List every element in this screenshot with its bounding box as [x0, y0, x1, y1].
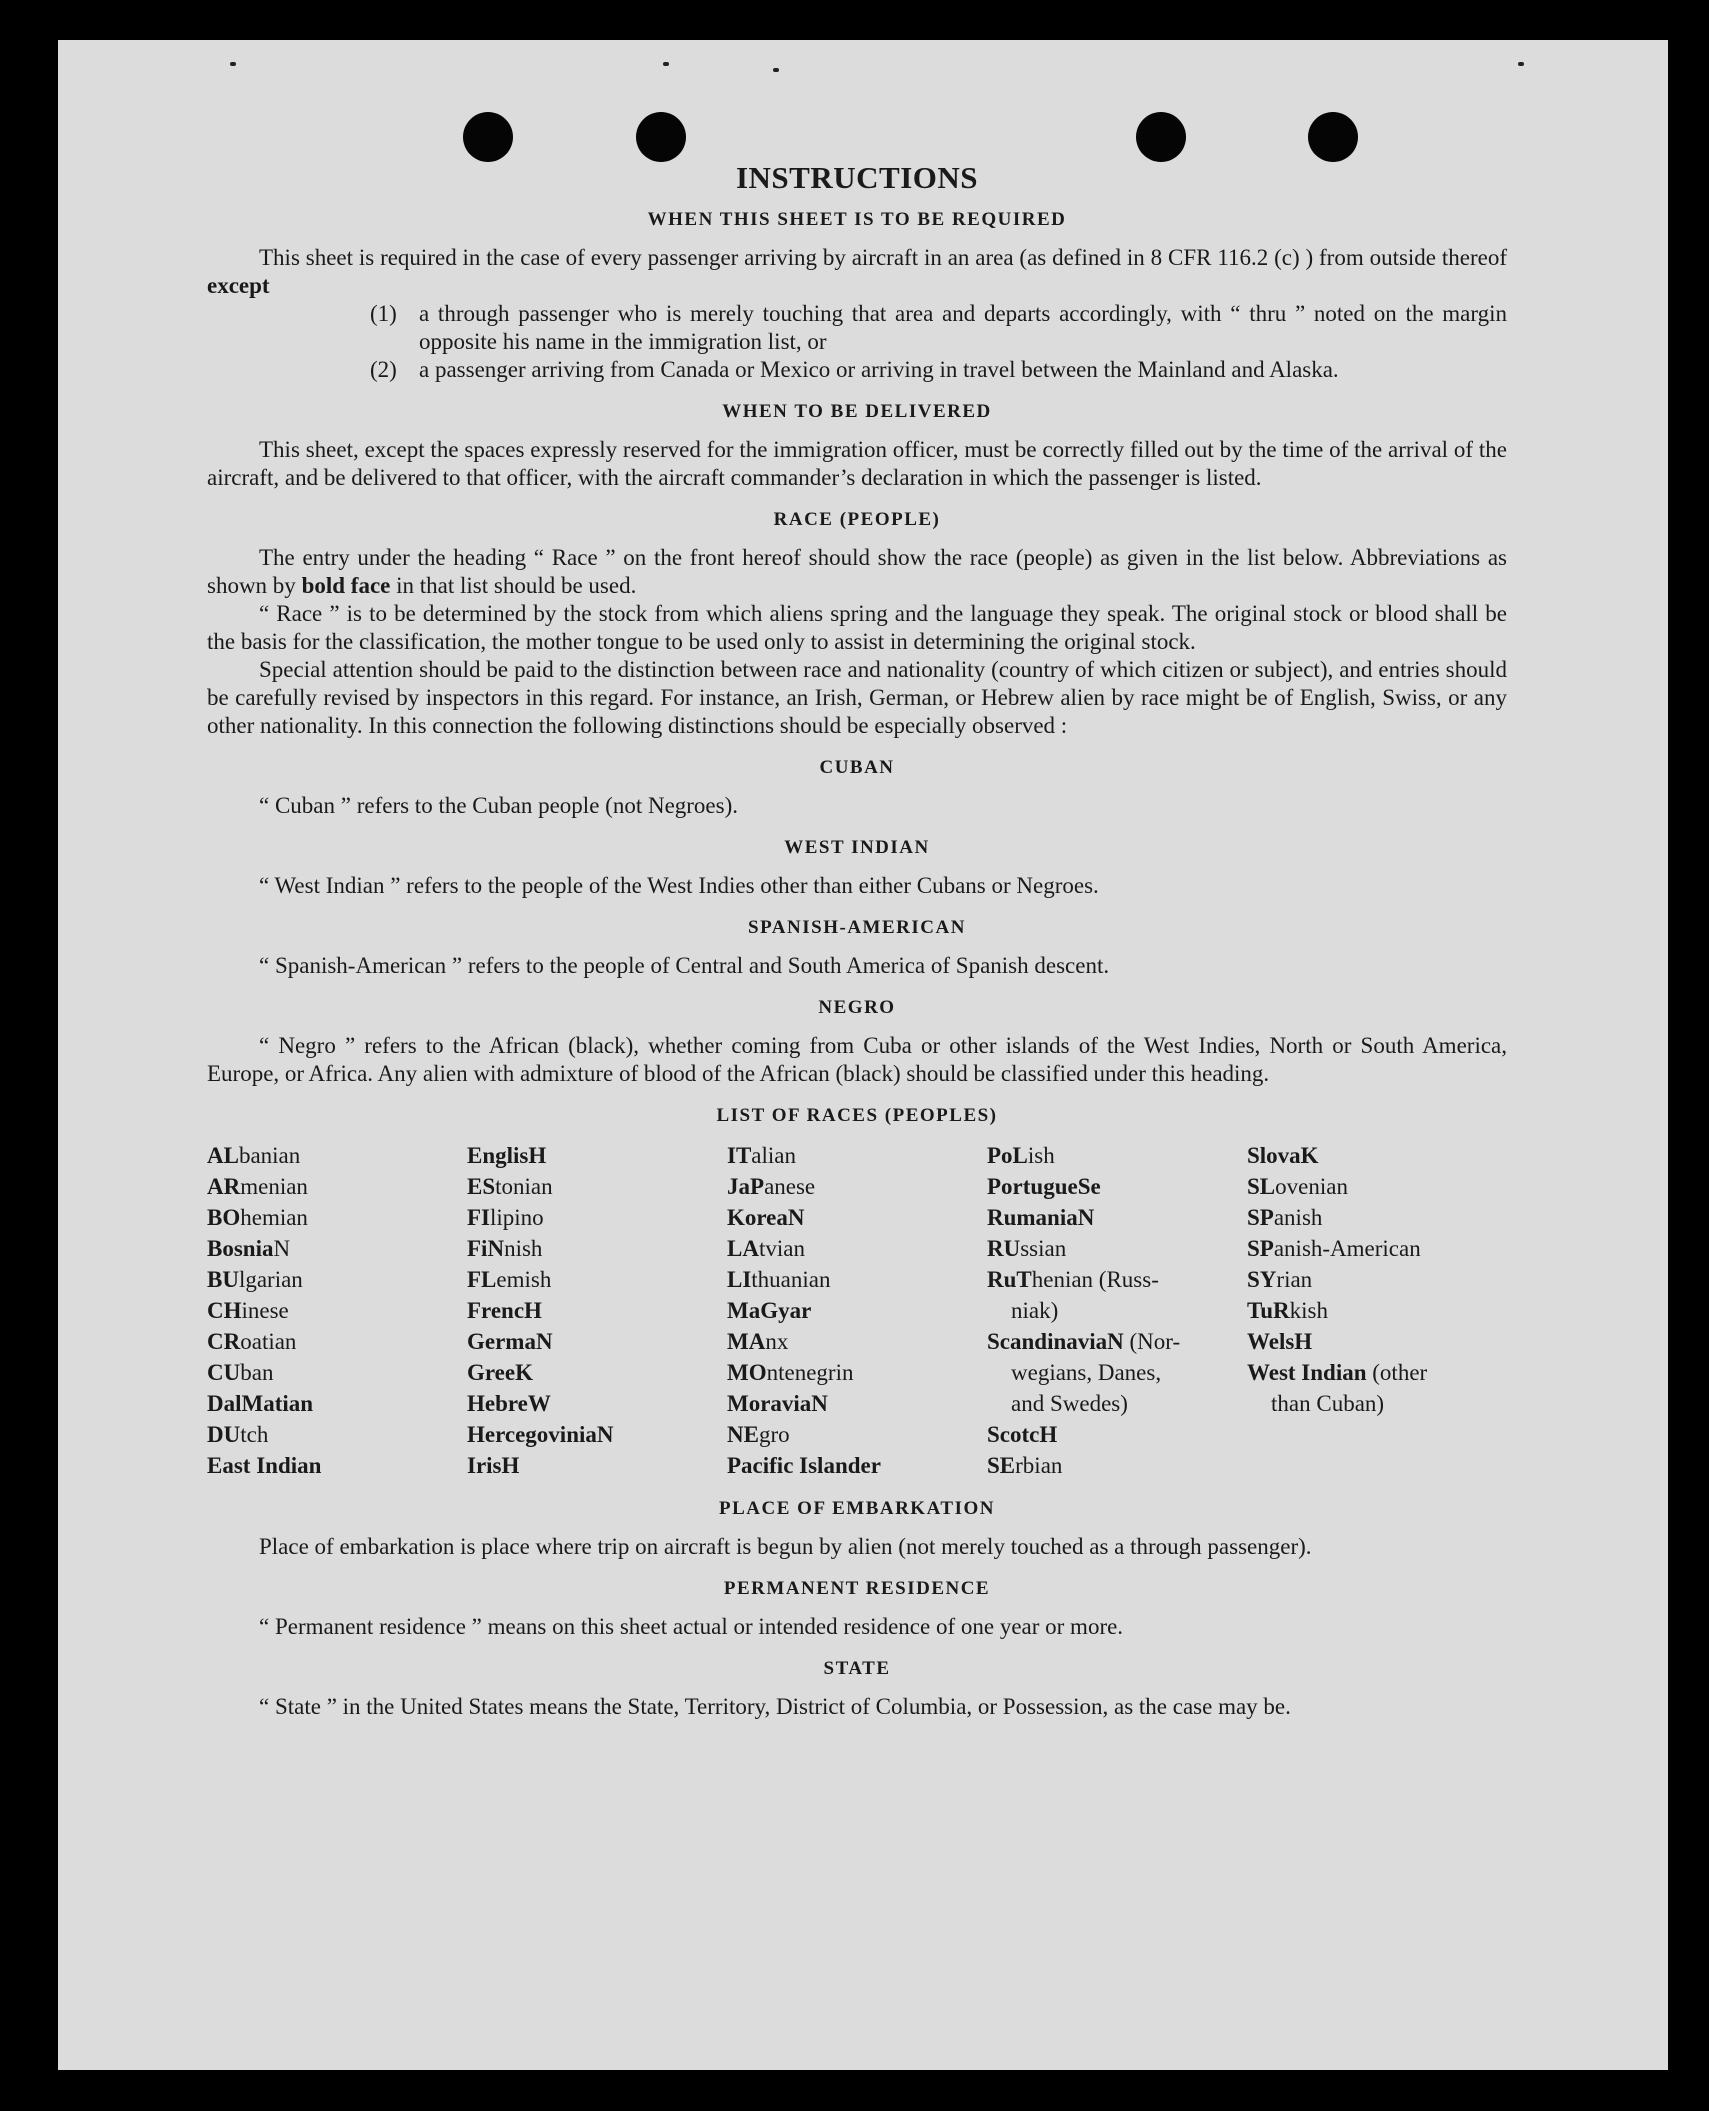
race-text-b: in that list should be used. — [396, 573, 637, 598]
race-entry: FrencH — [467, 1298, 542, 1323]
race-entry: CHinese — [207, 1298, 289, 1323]
list-item — [207, 356, 1507, 384]
race-entry: West Indian (other — [1247, 1360, 1428, 1385]
punch-hole — [636, 112, 686, 162]
race-entry: MoraviaN — [727, 1391, 828, 1416]
race-entry: SlovaK — [1247, 1143, 1319, 1168]
race-entry: ScandinaviaN (Nor- — [987, 1329, 1181, 1354]
page-title: INSTRUCTIONS — [735, 160, 978, 195]
paragraph-embarkation: Place of embarkation is place where trip on aircraft is begun by alien (not merely touched as a through passenger). — [259, 1534, 1312, 1559]
paragraph-when-required — [207, 244, 1507, 300]
race-entry: KoreaN — [727, 1205, 805, 1230]
heading-cuban: CUBAN — [819, 757, 895, 778]
bold-face-text: bold face — [301, 573, 391, 598]
heading-race: RACE (PEOPLE) — [773, 509, 941, 530]
paragraph-west-indian: “ West Indian ” refers to the people of the West Indies other than either Cubans or Negroes. — [259, 873, 1099, 898]
race-entry: LIthuanian — [727, 1267, 831, 1292]
race-entry: EStonian — [467, 1174, 553, 1199]
punch-hole — [463, 112, 513, 162]
item-number: (2) — [370, 357, 397, 382]
intro-text: This sheet is required in the case of every passenger arriving by aircraft in an area (as defined in 8 CFR 116.2 (c) ) from outside thereof — [259, 245, 1507, 270]
race-entry: CUban — [207, 1360, 274, 1385]
race-entry: Pacific Islander — [727, 1453, 881, 1478]
item-text: a passenger arriving from Canada or Mexico or arriving in travel between the Mainland and Alaska. — [419, 357, 1339, 382]
paragraph-when-delivered: This sheet, except the spaces expressly reserved for the immigration officer, must be correctly filled out by the time of the arrival of the aircraft, and be delivered to that officer, with the aircraft commander’s declaration in which the passenger is listed. — [207, 437, 1507, 490]
race-column — [467, 1140, 727, 1481]
race-entry: MAnx — [727, 1329, 789, 1354]
race-entry: BosniaN — [207, 1236, 291, 1261]
race-entry: BUlgarian — [207, 1267, 303, 1292]
paragraph-negro: “ Negro ” refers to the African (black), whether coming from Cuba or other islands of the West Indies, North or South America, Europe, or Africa. Any alien with admixture of blood of the African (black) should be classified under this heading. — [207, 1033, 1507, 1086]
item-number: (1) — [370, 301, 397, 326]
race-entry: HercegoviniaN — [467, 1422, 614, 1447]
race-entry: EnglisH — [467, 1143, 547, 1168]
scan-speck — [1518, 62, 1524, 66]
heading-embarkation: PLACE OF EMBARKATION — [719, 1498, 995, 1519]
race-entry: DUtch — [207, 1422, 269, 1447]
race-entry: NEgro — [727, 1422, 790, 1447]
race-entry: ARmenian — [207, 1174, 308, 1199]
scan-speck — [663, 62, 669, 66]
race-entry: WelsH — [1247, 1329, 1313, 1354]
race-entry: RumaniaN — [987, 1205, 1095, 1230]
race-entry: LAtvian — [727, 1236, 805, 1261]
race-entry: RuThenian (Russ- — [987, 1267, 1159, 1292]
race-entry: wegians, Danes, — [1011, 1360, 1162, 1385]
heading-spanish-american: SPANISH-AMERICAN — [748, 917, 966, 938]
paragraph-spanish-american: “ Spanish-American ” refers to the people of Central and South America of Spanish descent. — [259, 953, 1110, 978]
paragraph-race-1 — [207, 544, 1507, 600]
race-entry: PortugueSe — [987, 1174, 1101, 1199]
paragraph-residence: “ Permanent residence ” means on this sheet actual or intended residence of one year or more. — [259, 1614, 1124, 1639]
race-entry: and Swedes) — [1011, 1391, 1128, 1416]
race-column — [207, 1140, 467, 1481]
race-entry: GreeK — [467, 1360, 533, 1385]
race-entry: PoLish — [987, 1143, 1055, 1168]
race-entry: East Indian — [207, 1453, 322, 1478]
race-entry: SLovenian — [1247, 1174, 1348, 1199]
heading-negro: NEGRO — [818, 997, 896, 1018]
race-entry: niak) — [1011, 1298, 1059, 1323]
list-item — [207, 300, 1507, 356]
race-entry: GermaN — [467, 1329, 553, 1354]
race-entry: HebreW — [467, 1391, 551, 1416]
race-entry: SErbian — [987, 1453, 1063, 1478]
race-list — [207, 1140, 1507, 1481]
race-entry: MaGyar — [727, 1298, 812, 1323]
race-entry: ITalian — [727, 1143, 796, 1168]
scan-speck — [773, 68, 779, 72]
heading-list-of-races: LIST OF RACES (PEOPLES) — [716, 1105, 998, 1126]
heading-residence: PERMANENT RESIDENCE — [723, 1578, 991, 1599]
race-entry: CRoatian — [207, 1329, 297, 1354]
race-entry: FIlipino — [467, 1205, 544, 1230]
race-entry: MOntenegrin — [727, 1360, 854, 1385]
paragraph-race-3: Special attention should be paid to the distinction between race and nationality (country of which citizen or subject), and entries should be carefully revised by inspectors in this regard. For instance, an Irish, German, or Hebrew alien by race might be of English, Swiss, or any other nationality. In this connection the following distinctions should be especially observed : — [207, 657, 1507, 738]
race-entry: ScotcH — [987, 1422, 1058, 1447]
item-text: a through passenger who is merely touching that area and departs accordingly, with “ thru ” noted on the margin opposite his name in the immigration list, or — [419, 301, 1507, 354]
race-entry: SYrian — [1247, 1267, 1313, 1292]
race-entry: SPanish — [1247, 1205, 1323, 1230]
race-entry: FLemish — [467, 1267, 552, 1292]
race-column — [727, 1140, 987, 1481]
race-entry: DalMatian — [207, 1391, 314, 1416]
instructions-content — [207, 160, 1507, 1721]
paragraph-cuban: “ Cuban ” refers to the Cuban people (not Negroes). — [259, 793, 739, 818]
except-bold: except — [207, 273, 270, 298]
race-entry: FiNnish — [467, 1236, 543, 1261]
race-text-a: The entry under the heading “ Race ” on the front hereof should show the race (people) as given in the list below. Abbreviations as shown by — [207, 545, 1507, 598]
race-entry: SPanish-American — [1247, 1236, 1421, 1261]
scan-speck — [230, 62, 236, 66]
paragraph-race-2: “ Race ” is to be determined by the stock from which aliens spring and the language they speak. The original stock or blood shall be the basis for the classification, the mother tongue to be used only to assist in determining the original stock. — [207, 601, 1507, 654]
race-entry: than Cuban) — [1271, 1391, 1385, 1416]
race-entry: RUssian — [987, 1236, 1067, 1261]
punch-hole — [1308, 112, 1358, 162]
paragraph-state: “ State ” in the United States means the State, Territory, District of Columbia, or Possession, as the case may be. — [259, 1694, 1291, 1719]
race-entry: ALbanian — [207, 1143, 301, 1168]
race-entry: TuRkish — [1247, 1298, 1328, 1323]
race-column — [987, 1140, 1247, 1481]
heading-west-indian: WEST INDIAN — [784, 837, 930, 858]
race-entry: JaPanese — [727, 1174, 816, 1199]
race-entry: IrisH — [467, 1453, 520, 1478]
heading-state: STATE — [823, 1658, 891, 1679]
heading-when-delivered: WHEN TO BE DELIVERED — [722, 401, 992, 422]
race-entry: BOhemian — [207, 1205, 308, 1230]
punch-hole — [1136, 112, 1186, 162]
heading-when-required: WHEN THIS SHEET IS TO BE REQUIRED — [647, 209, 1067, 230]
race-column — [1247, 1140, 1507, 1481]
